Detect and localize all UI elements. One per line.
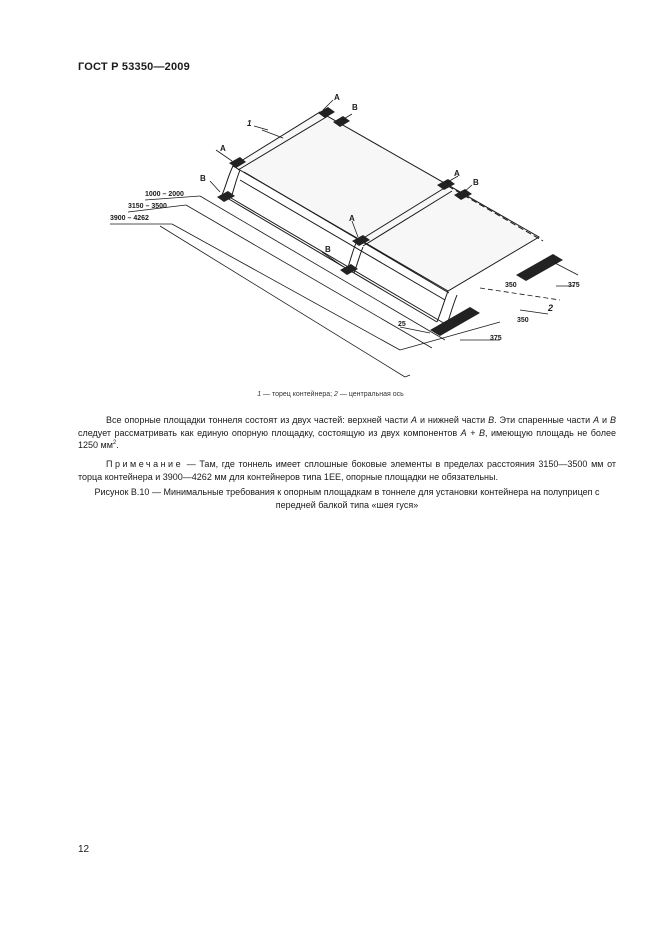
tunnel-outline: [222, 112, 543, 325]
dim-350-right: 350: [505, 282, 517, 289]
page-number: 12: [78, 844, 90, 855]
label-container-end: 1: [247, 119, 252, 128]
figure-caption: 1 — торец контейнера; 2 — центральная ось: [257, 391, 404, 398]
paragraph-support-pads: Все опорные площадки тоннеля состоят из двух частей: верхней части A и нижней части B. Эти спаренные части A и B следует рассматривать как единую опорную площадку, состоящую из двух компонентов A + B, имеющую площадь не более 1250 $мм^2$.: [78, 415, 616, 450]
dim-1000-2000: 1000 – 2000: [145, 191, 184, 198]
dim-375-right: 375: [568, 282, 580, 289]
label-b-top: B: [352, 103, 358, 112]
dim-350-left: 350: [517, 317, 529, 324]
dim-375-left: 375: [490, 335, 502, 342]
label-a-right: A: [454, 169, 460, 178]
dim-25: 25: [398, 321, 406, 328]
note-text: — Там, где тоннель имеет сплошные боковые элементы в пределах расстояния 3150—3500 мм от торца контейнера и 3900—4262 мм для контейнеров типа 1EE, опорные площадки не обязательны.: [78, 459, 616, 482]
label-a-middle: A: [349, 214, 355, 223]
label-b-right: B: [473, 178, 479, 187]
document-number: ГОСТ Р 53350—2009: [78, 61, 190, 73]
dim-3150-3500: 3150 – 3500: [128, 203, 167, 210]
note-paragraph: [78, 458, 616, 483]
tunnel-support-diagram: [0, 0, 661, 400]
label-center-axis: 2: [548, 303, 554, 313]
pad-bottom-right: [516, 254, 563, 281]
dim-3900-4262: 3900 – 4262: [110, 215, 149, 222]
label-a-top: A: [334, 93, 340, 102]
label-b-middle: B: [325, 245, 331, 254]
note-label: Примечание: [106, 459, 184, 469]
label-b-left: B: [200, 174, 206, 183]
figure-title: Рисунок B.10 — Минимальные требования к опорным площадкам в тоннеле для установки контейнера на полуприцеп с передней балкой типа «шея гуся»: [94, 487, 600, 510]
label-a-left: A: [220, 144, 226, 153]
